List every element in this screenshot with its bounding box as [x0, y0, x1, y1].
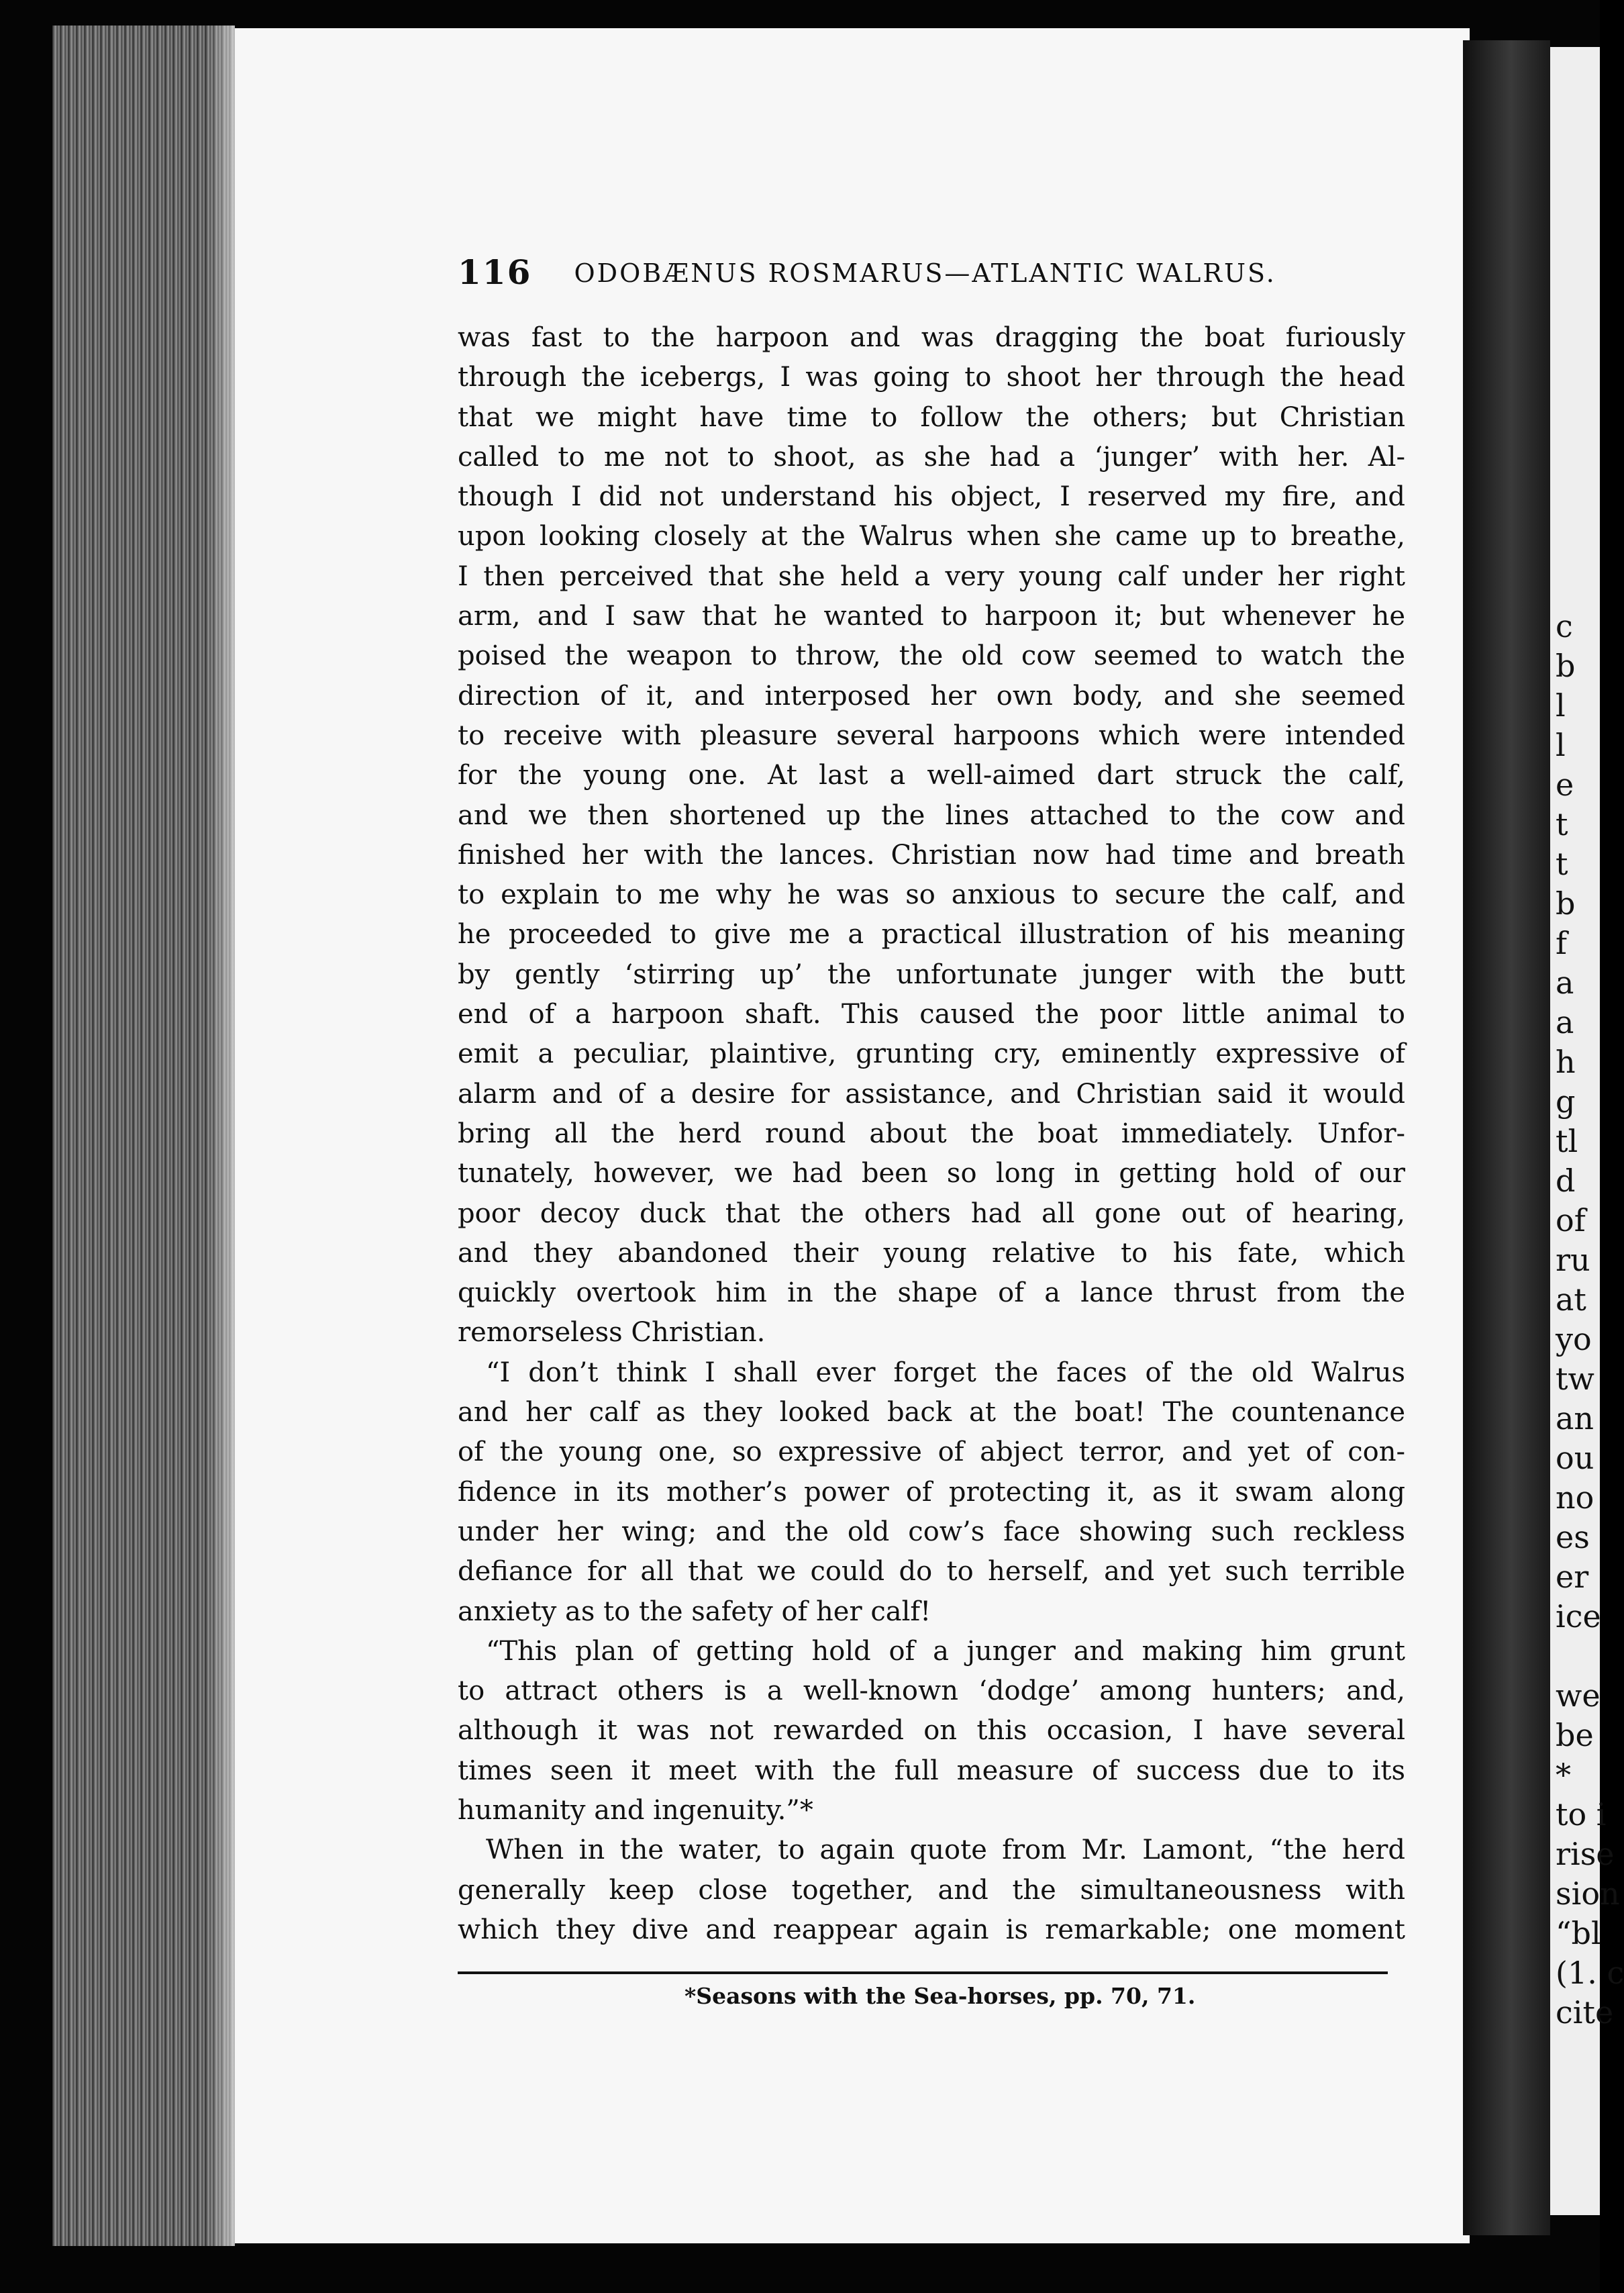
facing-page-text: be — [1556, 1717, 1594, 1753]
facing-page-text: f — [1556, 925, 1568, 961]
running-head — [458, 252, 1290, 293]
book-gutter — [1463, 40, 1550, 2235]
facing-page-text: es — [1556, 1519, 1590, 1555]
text-line: remorseless Christian. — [458, 1317, 766, 1349]
facing-page-text: (1. c — [1556, 1955, 1624, 1991]
page-edges — [52, 26, 235, 2246]
text-line: and her calf as they looked back at the boat! The countenance — [458, 1397, 1405, 1428]
facing-page-text: yo — [1556, 1321, 1592, 1357]
text-line: that we might have time to follow the others; but Christian — [458, 401, 1405, 433]
facing-page-text: at — [1556, 1281, 1586, 1318]
text-line: end of a harpoon shaft. This caused the poor little animal to — [458, 999, 1405, 1030]
text-line: to receive with pleasure several harpoons which were intended — [458, 720, 1405, 751]
facing-page-text: l — [1556, 687, 1566, 724]
text-line: poised the weapon to throw, the old cow seemed to watch the — [458, 640, 1405, 672]
facing-page-text: l — [1556, 727, 1566, 763]
text-line: to explain to me why he was so anxious to secure the calf, and — [458, 879, 1405, 911]
text-line: under her wing; and the old cow’s face showing such reckless — [458, 1516, 1405, 1547]
facing-page-text: h — [1556, 1044, 1576, 1080]
text-line: “This plan of getting hold of a junger and making him grunt — [486, 1635, 1405, 1667]
facing-page-text: b — [1556, 648, 1576, 684]
text-line: for the young one. At last a well-aimed dart struck the calf, — [458, 760, 1405, 791]
running-title: ODOBÆNUS ROSMARUS—ATLANTIC WALRUS. — [574, 258, 1276, 288]
facing-page-text: er — [1556, 1559, 1589, 1595]
text-line: defiance for all that we could do to herself, and yet such terrible — [458, 1556, 1405, 1588]
facing-page-text: tw — [1556, 1361, 1594, 1397]
facing-page-text: e — [1556, 767, 1574, 803]
facing-page-text: t — [1556, 846, 1568, 882]
text-line: direction of it, and interposed her own body, and she seemed — [458, 680, 1405, 712]
text-line: upon looking closely at the Walrus when she came up to breathe, — [458, 521, 1405, 552]
facing-page-text: a — [1556, 1004, 1574, 1040]
facing-page-text: tl — [1556, 1123, 1578, 1159]
text-line: times seen it meet with the full measure of success due to its — [458, 1755, 1405, 1786]
footnote: *Seasons with the Sea-horses, pp. 70, 71. — [684, 1983, 1196, 2009]
text-line: finished her with the lances. Christian now had time and breath — [458, 839, 1405, 871]
text-line: by gently ‘stirring up’ the unfortunate junger with the butt — [458, 959, 1405, 990]
facing-page-text: of — [1556, 1202, 1586, 1238]
body-text — [458, 318, 1405, 1950]
facing-page-text: ice — [1556, 1598, 1601, 1635]
text-line: I then perceived that she held a very young calf under her right — [458, 560, 1405, 592]
facing-page-text: rise — [1556, 1836, 1615, 1872]
text-line: was fast to the harpoon and was dragging the boat furiously — [458, 322, 1405, 353]
text-line: though I did not understand his object, I reserved my fire, and — [458, 481, 1405, 513]
facing-page-text: we — [1556, 1677, 1601, 1714]
page-number: 116 — [458, 252, 532, 292]
facing-page-text: a — [1556, 965, 1574, 1001]
facing-page-text: sion — [1556, 1875, 1620, 1912]
text-line: he proceeded to give me a practical illustration of his meaning — [458, 919, 1405, 950]
facing-page-text: an — [1556, 1400, 1594, 1436]
text-line: emit a peculiar, plaintive, grunting cry, eminently expressive of — [458, 1038, 1405, 1070]
facing-page-text: cite — [1556, 1994, 1614, 2031]
text-line: fidence in its mother’s power of protecting it, as it swam along — [458, 1476, 1405, 1508]
facing-page-text: ou — [1556, 1440, 1594, 1476]
text-line: humanity and ingenuity.”* — [458, 1794, 813, 1826]
text-line: quickly overtook him in the shape of a lance thrust from the — [458, 1277, 1405, 1309]
text-line: and we then shortened up the lines attached to the cow and — [458, 799, 1405, 831]
text-line: arm, and I saw that he wanted to harpoon it; but whenever he — [458, 601, 1405, 632]
facing-page-text: g — [1556, 1083, 1576, 1120]
text-line: anxiety as to the safety of her calf! — [458, 1596, 931, 1627]
text-line: and they abandoned their young relative to his fate, which — [458, 1237, 1405, 1269]
facing-page-text: “bl — [1556, 1915, 1601, 1951]
text-line: When in the water, to again quote from Mr. Lamont, “the herd — [486, 1835, 1405, 1866]
facing-page-text: d — [1556, 1163, 1576, 1199]
text-line: called to me not to shoot, as she had a ‘junger’ with her. Al- — [458, 441, 1405, 473]
text-line: bring all the herd round about the boat immediately. Unfor- — [458, 1118, 1405, 1149]
text-line: of the young one, so expressive of abject terror, and yet of con- — [458, 1436, 1405, 1468]
facing-page-text: no — [1556, 1479, 1594, 1516]
facing-page-text: ru — [1556, 1242, 1590, 1278]
text-line: tunately, however, we had been so long in getting hold of our — [458, 1158, 1405, 1189]
facing-page-text: t — [1556, 806, 1568, 842]
text-line: which they dive and reappear again is remarkable; one moment — [458, 1914, 1405, 1945]
text-line: through the icebergs, I was going to shoot her through the head — [458, 362, 1405, 393]
footnote-rule — [458, 1971, 1388, 1974]
text-line: alarm and of a desire for assistance, and Christian said it would — [458, 1078, 1405, 1110]
facing-page-text: * — [1556, 1757, 1571, 1793]
facing-page-text: b — [1556, 885, 1576, 922]
facing-page-fragment — [1550, 47, 1624, 2215]
text-line: to attract others is a well-known ‘dodge’ among hunters; and, — [458, 1675, 1405, 1707]
facing-page-text: to i — [1556, 1796, 1607, 1833]
text-line: poor decoy duck that the others had all gone out of hearing, — [458, 1198, 1405, 1229]
text-line: generally keep close together, and the simultaneousness with — [458, 1874, 1405, 1906]
text-line: although it was not rewarded on this occasion, I have several — [458, 1715, 1405, 1747]
facing-page-text: c — [1556, 608, 1573, 644]
text-line: “I don’t think I shall ever forget the faces of the old Walrus — [486, 1357, 1405, 1388]
